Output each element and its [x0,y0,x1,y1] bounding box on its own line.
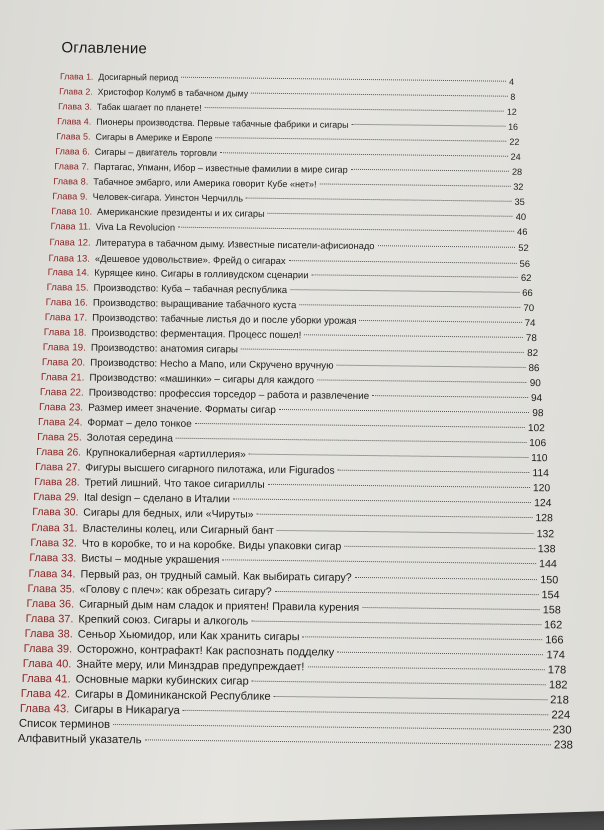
toc-dot-leader [251,93,507,97]
toc-entry-title: Сигары в Никарагуа [74,703,180,717]
toc-dot-leader [279,409,529,413]
toc-page-number: 32 [513,182,524,193]
toc-chapter-word: Глава [21,672,52,686]
toc-page-number: 70 [523,302,535,314]
toc-chapter-label [40,387,84,399]
toc-entry-row [47,282,533,299]
toc-dot-leader [251,620,541,625]
toc-dot-leader [317,379,527,383]
toc-entry-title: Сеньор Хьюмидор, или Как хранить сигары [77,628,300,643]
toc-entry-title: Висты – модные украшения [81,553,220,567]
toc-dot-leader [359,320,521,323]
toc-entry-title: Третий лишний. Что такое сигариллы [84,477,265,492]
toc-chapter-label [47,282,89,294]
toc-page-number: 120 [532,483,551,495]
toc-page-number: 24 [510,151,521,163]
toc-chapter-number: 10. [79,206,93,218]
toc-chapter-number: 31. [62,522,78,535]
toc-chapter-number: 29. [64,492,80,504]
toc-extra-row [18,733,573,752]
toc-chapter-number: 4. [83,116,92,127]
toc-dot-leader [344,546,535,549]
toc-dot-leader [223,560,536,565]
toc-entry-row [58,101,517,117]
toc-chapter-word: Глава [28,567,58,580]
toc-chapter-label [35,462,80,474]
toc-page-number: 224 [551,709,571,722]
toc-page-number: 4 [509,76,515,87]
toc-page-number: 106 [529,438,547,450]
toc-dot-leader [290,289,519,293]
toc-dot-leader [352,124,506,127]
toc-dot-leader [299,304,520,308]
toc-chapter-word: Глава [36,447,64,459]
toc-entry-title: Первый раз, он трудный самый. Как выбирать сигару? [80,568,352,584]
toc-entry-row [42,357,540,374]
toc-chapter-label [28,567,75,580]
toc-page-number: 124 [534,498,552,510]
toc-chapter-label [51,207,92,217]
toc-chapter-number: 5. [83,131,91,142]
toc-chapter-number: 32. [62,537,77,550]
toc-entry-row [59,86,515,102]
toc-dot-leader [275,590,539,594]
toc-chapter-word: Глава [32,507,61,519]
toc-entry-row [32,507,553,524]
toc-page-number: 74 [524,317,536,329]
toc-page-number: 162 [543,618,563,632]
toc-dot-leader [249,454,528,458]
toc-entry-row [40,387,542,404]
toc-chapter-number: 14. [76,267,90,279]
toc-dot-leader [113,724,550,730]
toc-chapter-number: 37. [58,612,74,626]
toc-page-number: 12 [506,106,517,117]
toc-entry-title: Основные марки кубинских сигар [75,673,249,688]
toc-dot-leader [145,739,551,745]
toc-chapter-label [56,131,90,141]
toc-chapter-label [27,582,74,595]
toc-entry-title: Курящее кино. Сигары в голливудском сценарии [94,267,309,281]
toc-chapter-label [39,402,83,414]
toc-entry-title: Табачное эмбарго, или Америка говорит Кубе «нет»! [93,176,317,190]
toc-dot-leader [337,651,543,655]
toc-chapter-number: 26. [66,447,82,459]
toc-dot-leader [220,152,508,157]
toc-chapter-label [44,327,87,339]
toc-chapter-word: Глава [48,251,75,263]
toc-chapter-word: Глава [38,402,67,414]
toc-chapter-label [36,447,81,459]
toc-dot-leader [362,607,540,610]
toc-chapter-label [38,417,83,429]
toc-dot-leader [320,184,511,187]
toc-entry-row [36,447,547,464]
toc-entry-title: Производство: Куба – табачная республика [93,282,288,296]
toc-chapter-word: Глава [19,702,51,716]
toc-chapter-word: Глава [20,687,52,701]
toc-entry-title: Сигары для бедных, или «Чируты» [83,507,254,521]
toc-page-number: 98 [532,408,544,420]
toc-title: Оглавление [61,39,148,58]
toc-chapter-number: 33. [61,552,77,565]
toc-entry-row [60,71,514,87]
toc-entry-title: Фигуры высшего сигарного пилотажа, или Figurados [85,462,335,477]
toc-entry-row [48,267,532,284]
toc-entry-title: Пионеры производства. Первые табачные фабрики и сигары [96,116,349,130]
toc-entry-title: Сигары – двигатель торговли [94,146,218,159]
toc-dot-leader [241,348,524,352]
toc-entry-row [39,402,544,419]
toc-chapter-word: Глава [47,266,74,279]
toc-chapter-number: 27. [65,462,81,474]
toc-page-number: 114 [532,468,549,480]
toc-page-number: 128 [535,513,553,525]
toc-page-number: 52 [518,242,529,253]
toc-chapter-label [25,628,73,641]
toc-dot-leader [289,260,517,264]
toc-chapter-word: Глава [43,326,71,339]
toc-chapter-word: Глава [54,161,79,172]
toc-chapter-word: Глава [27,582,57,595]
toc-entry-title: «Дешевое удовольствие». Фрейд о сигарах [94,252,286,266]
toc-chapter-number: 18. [72,327,87,339]
toc-chapter-number: 38. [57,627,73,641]
toc-chapter-label [29,552,76,565]
toc-page-number: 56 [519,257,531,269]
toc-chapter-number: 28. [65,477,80,489]
toc-dot-leader [378,245,516,248]
toc-page-number: 138 [537,543,556,556]
toc-entry-row [41,372,541,389]
toc-page-number: 110 [531,453,548,465]
toc-entry-title: Золотая середина [86,432,173,445]
toc-chapter-word: Глава [51,206,77,217]
toc-chapter-label [52,192,87,202]
toc-chapter-label [23,658,72,671]
toc-entry-row [49,252,531,269]
toc-chapter-word: Глава [50,221,76,232]
toc-chapter-word: Глава [29,552,59,565]
toc-page-number: 46 [517,227,528,238]
toc-entry-row [53,177,523,193]
toc-dot-leader [307,666,544,670]
toc-dot-leader [233,499,531,504]
toc-page-number: 28 [511,167,523,178]
toc-chapter-label [46,297,88,309]
toc-dot-leader [216,137,507,142]
toc-entry-row [55,146,521,162]
toc-page-number: 132 [536,528,555,541]
toc-chapter-word: Глава [37,417,66,429]
toc-chapter-label [58,101,92,111]
toc-entry-title: Что в коробке, то и на коробке. Виды упаковки сигар [81,537,342,554]
toc-dot-leader [195,423,525,428]
toc-chapter-word: Глава [37,432,65,444]
toc-chapter-number: 25. [67,432,82,444]
toc-chapter-label [55,146,90,156]
toc-dot-leader [178,227,514,232]
toc-chapter-label [33,492,79,504]
toc-chapter-word: Глава [33,492,62,504]
toc-entry-title: Производство: табачные листья до и после уборки урожая [92,312,357,327]
toc-entry-row [54,161,522,177]
toc-dot-leader [252,680,546,685]
toc-chapter-number: 11. [78,221,91,233]
toc-chapter-number: 9. [79,191,88,202]
toc-chapter-label [43,342,86,354]
toc-page-number: 178 [547,664,567,677]
toc-chapter-number: 42. [54,688,71,701]
toc-chapter-word: Глава [56,131,81,142]
toc-chapter-word: Глава [30,537,60,550]
toc-entry-title: Властелины колец, или Сигарный бант [82,522,274,538]
toc-dot-leader [268,213,513,217]
toc-entry-row [57,116,518,132]
toc-dot-leader [304,334,523,338]
toc-chapter-label [48,267,90,279]
toc-chapter-number: 17. [73,312,88,324]
toc-entry-title: Партагас, Упманн, Ибор – известные фамилии в мире сигар [93,161,348,176]
toc-page-number: 35 [514,197,525,208]
toc-chapter-label [50,222,90,232]
toc-page-number: 86 [528,362,540,375]
toc-entry-title: Сигары в Америке и Европе [95,131,213,144]
toc-page-number: 238 [553,739,573,752]
toc-chapter-number: 22. [69,387,84,399]
toc-chapter-label [57,116,91,126]
toc-chapter-label [49,252,91,264]
toc-page-number: 94 [530,392,543,405]
toc-page-number: 144 [538,558,557,571]
toc-entry-title: Производство: ферментация. Процесс пошел! [91,327,302,341]
toc-chapter-number: 21. [70,372,85,384]
toc-dot-leader [176,438,526,443]
toc-chapter-label [21,688,70,701]
toc-chapter-word: Глава [40,371,68,384]
toc-chapter-number: 24. [68,417,83,429]
toc-chapter-number: 2. [85,86,93,97]
toc-page-number: 150 [540,573,559,586]
toc-chapter-number: 39. [56,642,73,656]
toc-entry-title: Человек-сигара. Уинстон Черчилль [92,192,244,204]
toc-page-number: 218 [550,694,569,707]
toc-chapter-word: Глава [49,236,75,247]
toc-entry-title: Американские президенты и их сигары [97,207,265,220]
toc-page-number: 66 [522,287,533,299]
toc-chapter-label [24,643,73,656]
toc-chapter-number: 43. [53,703,70,716]
toc-dot-leader [183,710,549,715]
toc-entry-row [56,131,519,147]
toc-chapter-number: 23. [69,402,84,414]
toc-chapter-word: Глава [39,386,67,399]
toc-dot-leader [277,530,534,534]
toc-entry-title: Осторожно, контрафакт! Как распознать подделку [77,643,335,659]
toc-entry-row [49,237,528,253]
toc-chapter-label [26,613,74,626]
toc-chapter-label [53,177,88,187]
toc-chapter-word: Глава [31,522,60,535]
toc-chapter-word: Глава [35,462,64,474]
toc-page-number: 40 [515,212,527,223]
toc-page-number: 90 [529,377,541,390]
toc-entry-row [44,327,537,344]
toc-chapter-word: Глава [46,281,73,294]
toc-chapter-word: Глава [42,341,70,354]
toc-entry-title: Литература в табачном дыму. Известные писатели-афисионадо [95,237,375,251]
toc-chapter-number: 34. [60,567,76,580]
toc-chapter-number: 1. [86,71,94,82]
toc-chapter-word: Глава [57,116,82,127]
toc-chapter-number: 36. [58,597,75,611]
toc-chapter-number: 15. [75,282,89,294]
toc-chapter-word: Глава [58,101,83,112]
toc-entry-title: Ital design – сделано в Италии [83,492,231,506]
toc-dot-leader [303,636,543,640]
toc-chapter-label [59,86,93,96]
toc-chapter-number: 41. [55,673,71,686]
toc-chapter-number: 30. [63,507,79,519]
toc-entry-title: Табак шагает по планете! [96,101,202,114]
toc-chapter-number: 12. [77,236,91,248]
toc-chapter-label [32,507,78,519]
toc-page-number: 154 [541,588,560,601]
toc-chapter-number: 35. [59,582,75,596]
toc-chapter-number: 7. [81,161,90,172]
toc-page-number: 166 [545,633,564,647]
toc-entry-title: Производство: Hecho a Mano, или Скручено вручную [90,357,334,372]
toc-chapter-word: Глава [24,627,55,640]
toc-chapter-label [45,312,88,324]
toc-page-number: 230 [552,724,572,737]
toc-chapter-label [41,372,85,384]
toc-chapter-label [60,71,93,81]
toc-chapter-label [30,537,77,550]
toc-page-number: 8 [510,91,516,102]
toc-dot-leader [372,395,528,398]
toc-page-number: 158 [542,603,561,616]
toc-entry-title: Алфавитный указатель [17,732,142,747]
toc-chapter-number: 13. [76,252,91,264]
toc-dot-leader [337,365,526,368]
toc-entry-title: Список терминов [18,717,111,731]
toc-chapter-number: 3. [84,101,93,112]
toc-page-number: 16 [508,121,519,132]
toc-page-number: 102 [527,423,545,435]
toc-entry-title: Знайте меру, или Минздрав предупреждает! [76,658,305,674]
toc-dot-leader [274,696,548,700]
toc-chapter-label [37,432,82,444]
toc-page-number: 82 [527,347,539,359]
toc-entry-row [52,192,524,208]
toc-chapter-number: 20. [71,357,86,369]
toc-entry-row [37,432,546,449]
toc-chapter-word: Глава [23,642,54,655]
toc-dot-leader [257,514,533,518]
toc-entry-title: Сигарный дым нам сладок и приятен! Правила курения [79,598,360,614]
toc-entry-title: Размер имеет значение. Форматы сигар [88,402,276,416]
toc-entry-title: Формат – дело тонкое [87,417,192,430]
toc-dot-leader [312,274,518,278]
toc-page-number: 62 [520,272,532,284]
toc-chapter-number: 40. [55,658,72,671]
toc-chapter-label [22,673,71,686]
toc-chapter-word: Глава [45,296,72,309]
toc-entry-title: Сигары в Доминиканской Республике [74,688,271,703]
toc-chapter-word: Глава [44,311,71,324]
toc-dot-leader [268,484,530,488]
toc-chapter-word: Глава [52,191,78,202]
toc-entry-row [35,462,549,479]
toc-entry-row [46,297,535,314]
toc-chapter-word: Глава [34,477,63,489]
toc-dot-leader [338,470,530,473]
toc-chapter-word: Глава [59,86,83,97]
toc-entry-row [45,312,536,329]
toc-chapter-word: Глава [25,612,56,625]
toc-entry-title: Досигарный период [98,71,179,83]
toc-dot-leader [205,107,504,112]
toc-entry-title: «Голову с плеч»: как обрезать сигару? [79,583,272,598]
toc-chapter-label [42,357,85,369]
toc-entry-title: Производство: анатомия сигары [90,342,239,356]
toc-dot-leader [181,77,506,82]
toc-chapter-number: 8. [80,176,89,187]
toc-entry-row [43,342,538,359]
toc-page-number: 22 [509,136,520,148]
toc-chapter-label [34,477,80,489]
toc-chapter-label [54,161,89,171]
toc-page-number: 78 [525,332,537,344]
toc-chapter-word: Глава [60,71,84,82]
toc-entry-row [34,477,550,494]
toc-entry-title: Крупнокалиберная «артиллерия» [85,447,246,461]
toc-page-number: 174 [546,648,565,662]
toc-entry-row [38,417,545,434]
toc-entry-title: Производство: «машинки» – сигары для каждого [89,372,315,387]
toc-dot-leader [246,198,511,202]
toc-chapter-label [49,237,90,248]
toc-chapter-number: 19. [72,342,86,354]
toc-entry-title: Производство: выращивание табачного куста [92,297,297,311]
toc-chapter-word: Глава [53,176,79,187]
toc-page-number: 182 [548,679,568,692]
toc-chapter-word: Глава [55,146,80,157]
toc-entry-row [50,222,527,238]
toc-dot-leader [351,169,509,172]
toc-chapter-label [31,522,77,535]
toc-chapter-number: 6. [82,146,90,157]
toc-chapter-label [20,703,70,716]
toc-dot-leader [355,576,538,579]
toc-entry-title: Крепкий союз. Сигары и алкоголь [78,613,249,628]
toc-chapter-word: Глава [41,356,69,369]
toc-entry-title: Viva La Revolucion [95,222,176,234]
toc-entry-title: Производство: профессия торседор – работа и развлечение [88,387,370,403]
toc-chapter-number: 16. [74,297,88,309]
toc-entry-title: Христофор Колумб в табачном дыму [97,86,249,99]
toc-chapter-word: Глава [22,657,53,670]
toc-chapter-word: Глава [26,597,56,610]
toc-chapter-label [27,597,75,610]
toc-entry-row [51,207,526,223]
